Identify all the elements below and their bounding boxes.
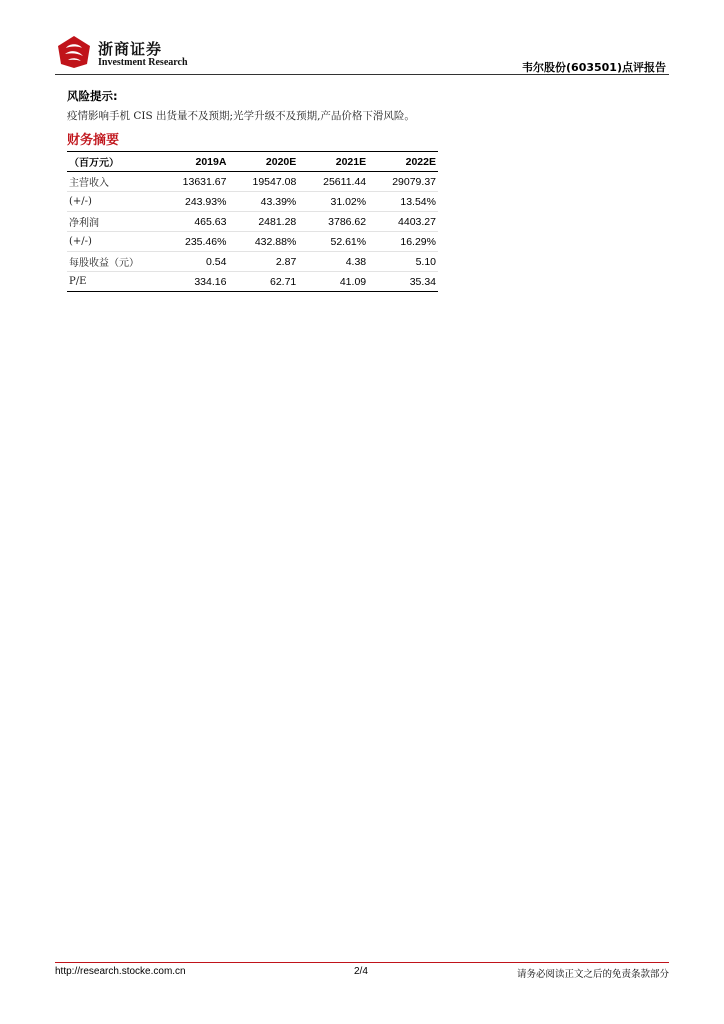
table-row	[67, 192, 438, 212]
table-row	[67, 232, 438, 252]
table-cell: 432.88%	[228, 232, 298, 252]
table-cell: 465.63	[159, 212, 229, 232]
table-cell: 41.09	[298, 272, 368, 292]
table-cell: 35.34	[368, 272, 438, 292]
table-cell: 2481.28	[228, 212, 298, 232]
header-divider	[55, 74, 669, 75]
table-cell: 19547.08	[228, 172, 298, 192]
footer-disclaimer: 请务必阅读正文之后的免责条款部分	[516, 969, 669, 980]
logo-english-text: Investment Research	[98, 57, 188, 68]
table-cell: 31.02%	[298, 192, 368, 212]
table-cell: 243.93%	[159, 192, 229, 212]
row-label: (+/-)	[67, 192, 159, 212]
logo-chinese-text: 浙商证券	[98, 40, 163, 58]
row-label: (+/-)	[67, 232, 159, 252]
column-header-2020e: 2020E	[228, 152, 298, 172]
table-row	[67, 212, 438, 232]
table-cell: 25611.44	[298, 172, 368, 192]
table-cell: 62.71	[228, 272, 298, 292]
table-cell: 29079.37	[368, 172, 438, 192]
table-cell: 2.87	[228, 252, 298, 272]
company-logo	[55, 34, 205, 72]
risk-heading: 风险提示:	[67, 89, 118, 103]
table-cell: 13631.67	[159, 172, 229, 192]
financial-summary-table	[67, 151, 438, 292]
table-cell: 52.61%	[298, 232, 368, 252]
table-cell: 5.10	[368, 252, 438, 272]
table-cell: 43.39%	[228, 192, 298, 212]
footer-divider	[55, 962, 669, 963]
row-label: P/E	[67, 272, 159, 292]
row-label: 主营收入	[67, 172, 159, 192]
table-cell: 4403.27	[368, 212, 438, 232]
report-title: 韦尔股份(603501)点评报告	[522, 61, 666, 74]
column-header-unit: （百万元）	[67, 152, 159, 172]
column-header-2019a: 2019A	[159, 152, 229, 172]
row-label: 每股收益（元）	[67, 252, 159, 272]
table-cell: 4.38	[298, 252, 368, 272]
risk-text: 疫情影响手机 CIS 出货量不及预期;光学升级不及预期,产品价格下滑风险。	[67, 110, 415, 122]
row-label: 净利润	[67, 212, 159, 232]
column-header-2022e: 2022E	[368, 152, 438, 172]
table-cell: 13.54%	[368, 192, 438, 212]
table-cell: 235.46%	[159, 232, 229, 252]
table-cell: 334.16	[159, 272, 229, 292]
table-row	[67, 252, 438, 272]
table-row	[67, 272, 438, 292]
table-row	[67, 172, 438, 192]
table-cell: 0.54	[159, 252, 229, 272]
column-header-2021e: 2021E	[298, 152, 368, 172]
page-number: 2/4	[354, 966, 368, 977]
table-cell: 3786.62	[298, 212, 368, 232]
financial-summary-heading: 财务摘要	[67, 133, 120, 148]
table-header-row	[67, 152, 438, 172]
table-cell: 16.29%	[368, 232, 438, 252]
logo-emblem-icon	[55, 34, 93, 70]
footer-url-link[interactable]: http://research.stocke.com.cn	[55, 966, 186, 977]
